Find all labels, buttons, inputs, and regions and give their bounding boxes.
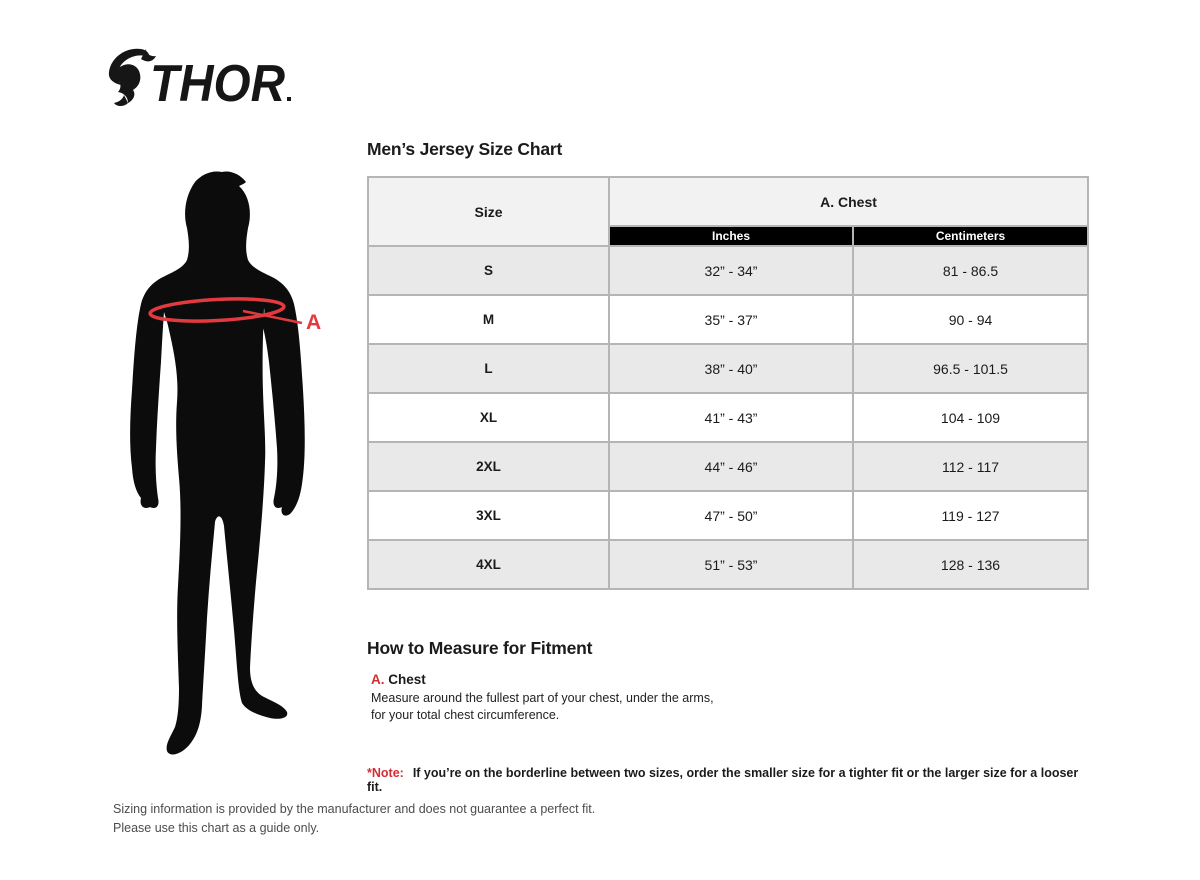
table-row xyxy=(368,491,1088,540)
centimeters-cell: 90 - 94 xyxy=(853,295,1088,344)
inches-cell: 35” - 37” xyxy=(609,295,853,344)
trademark-dot xyxy=(287,97,291,101)
table-row xyxy=(368,540,1088,589)
measure-description: Measure around the fullest part of your chest, under the arms, for your total chest circumference. xyxy=(371,691,714,722)
column-header-inches: Inches xyxy=(609,226,853,246)
male-silhouette-figure xyxy=(110,166,328,776)
table-row xyxy=(368,442,1088,491)
chest-annotation-label: A xyxy=(306,311,322,334)
inches-cell: 41” - 43” xyxy=(609,393,853,442)
table-row xyxy=(368,295,1088,344)
inches-cell: 38” - 40” xyxy=(609,344,853,393)
measure-label: Chest xyxy=(388,672,426,687)
size-cell: 2XL xyxy=(368,442,609,491)
inches-cell: 51” - 53” xyxy=(609,540,853,589)
disclaimer-line-1: Sizing information is provided by the manufacturer and does not guarantee a perfect fit. xyxy=(113,802,596,816)
centimeters-cell: 128 - 136 xyxy=(853,540,1088,589)
note-prefix: *Note: xyxy=(367,766,404,780)
inches-cell: 32” - 34” xyxy=(609,246,853,295)
size-chart-table xyxy=(367,176,1089,590)
brand-wordmark: THOR xyxy=(150,55,286,109)
measure-chest-heading xyxy=(371,672,751,687)
table-row xyxy=(368,246,1088,295)
column-header-size: Size xyxy=(368,177,609,246)
thor-ram-icon xyxy=(109,49,156,106)
centimeters-cell: 104 - 109 xyxy=(853,393,1088,442)
inches-cell: 47” - 50” xyxy=(609,491,853,540)
size-chart-title: Men’s Jersey Size Chart xyxy=(367,139,563,159)
note-text: If you’re on the borderline between two sizes, order the smaller size for a tighter fit or the larger size for a looser fit. xyxy=(367,766,1079,794)
centimeters-cell: 119 - 127 xyxy=(853,491,1088,540)
table-row xyxy=(368,393,1088,442)
disclaimer-line-2: Please use this chart as a guide only. xyxy=(113,820,320,835)
size-table-body xyxy=(368,246,1088,589)
inches-cell: 44” - 46” xyxy=(609,442,853,491)
centimeters-cell: 81 - 86.5 xyxy=(853,246,1088,295)
column-header-chest: A. Chest xyxy=(609,177,1088,226)
size-cell: XL xyxy=(368,393,609,442)
centimeters-cell: 112 - 117 xyxy=(853,442,1088,491)
measure-chest-block xyxy=(371,672,751,723)
measure-key: A. xyxy=(371,672,385,687)
size-cell: S xyxy=(368,246,609,295)
disclaimer xyxy=(113,800,595,838)
table-row xyxy=(368,344,1088,393)
column-header-centimeters: Centimeters xyxy=(853,226,1088,246)
thor-logo xyxy=(105,45,297,109)
fitment-section-title: How to Measure for Fitment xyxy=(367,638,593,658)
body-silhouette xyxy=(130,171,305,754)
size-cell: M xyxy=(368,295,609,344)
size-cell: 3XL xyxy=(368,491,609,540)
sizing-note xyxy=(367,766,1087,794)
size-cell: L xyxy=(368,344,609,393)
centimeters-cell: 96.5 - 101.5 xyxy=(853,344,1088,393)
size-cell: 4XL xyxy=(368,540,609,589)
